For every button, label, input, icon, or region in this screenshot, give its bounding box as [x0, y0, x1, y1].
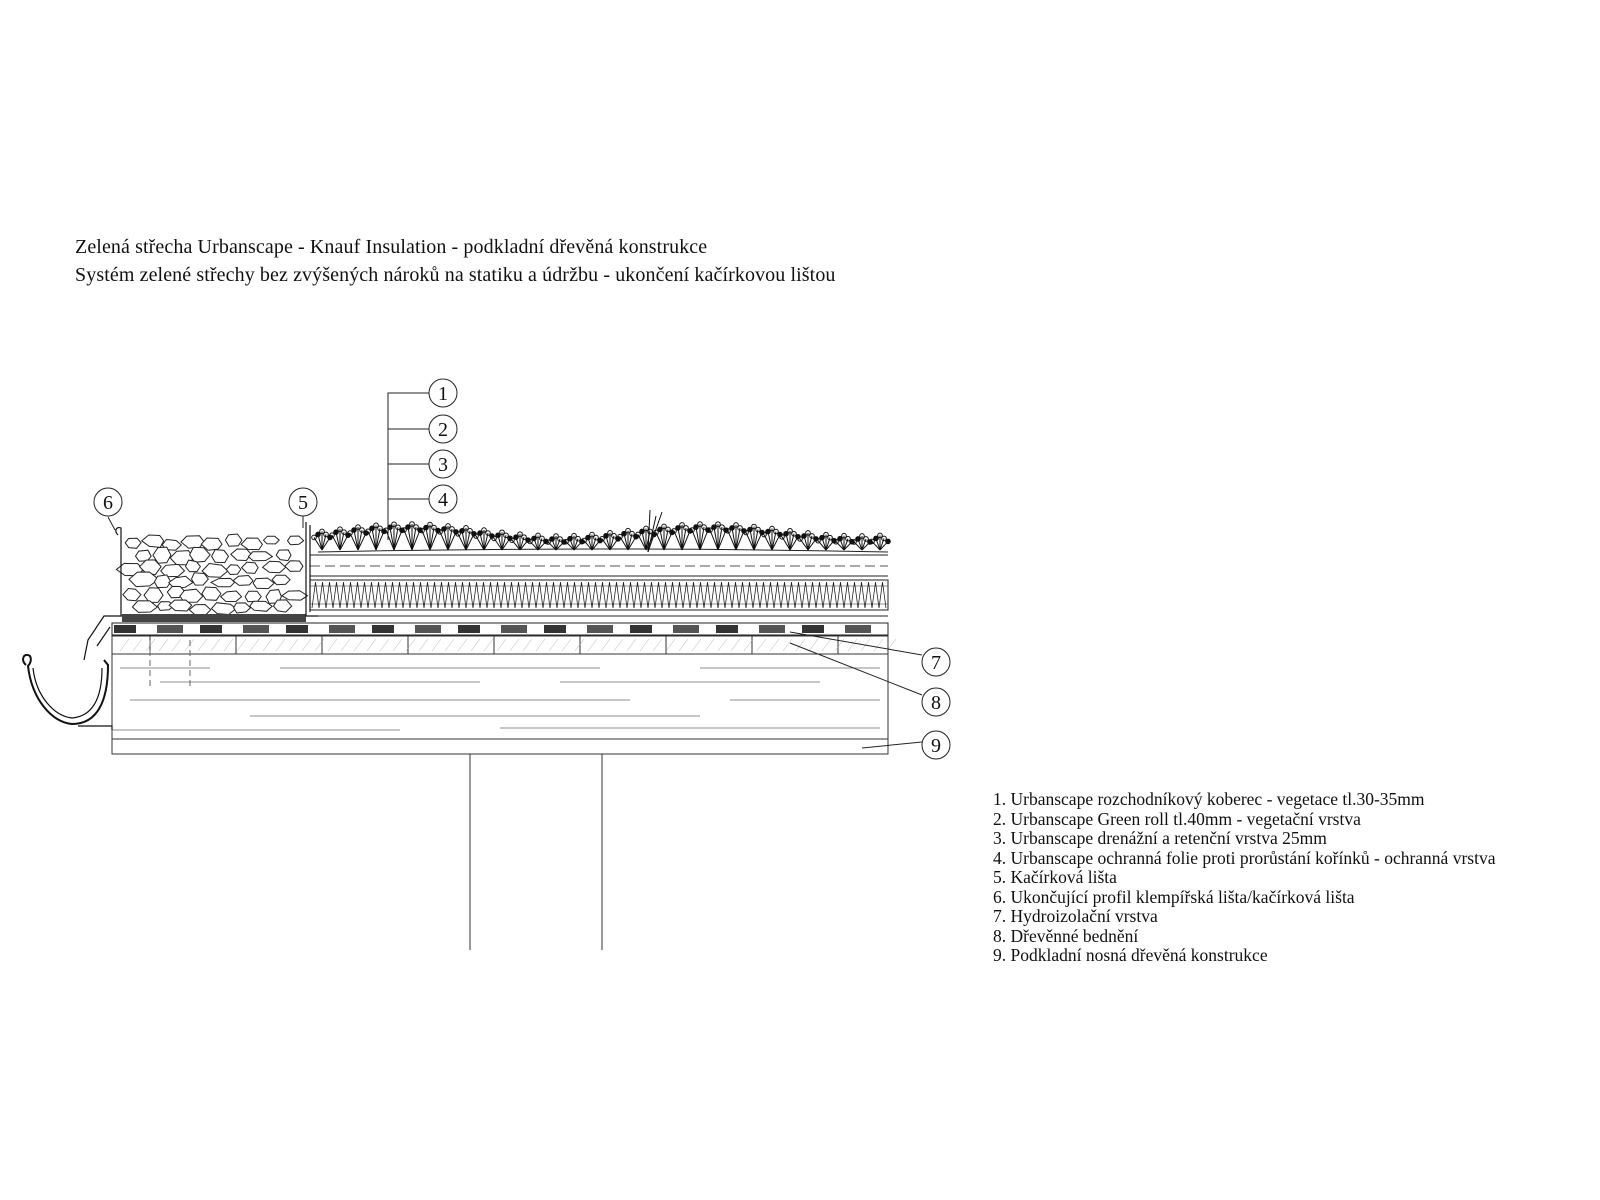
- callout-7: [922, 648, 950, 676]
- green-roll-layer: [310, 555, 888, 576]
- callout-label: 9: [931, 735, 941, 757]
- legend-item: 7. Hydroizolační vrstva: [993, 906, 1158, 926]
- legend-item: 5. Kačírková lišta: [993, 867, 1117, 887]
- callout-1: [429, 379, 457, 407]
- end-profile: [84, 528, 121, 660]
- callout-label: 7: [931, 652, 941, 674]
- callout-label: 6: [103, 492, 113, 514]
- gutter: [23, 655, 112, 730]
- callout-2: [429, 415, 457, 443]
- callout-3: [429, 450, 457, 478]
- legend-item: 8. Dřevěnné bednění: [993, 925, 1139, 946]
- callout-8: [922, 688, 950, 716]
- gravel-zone: [116, 534, 307, 622]
- drawing-title: Zelená střecha Urbanscape - Knauf Insulation - podkladní dřevěná konstrukce: [75, 236, 708, 258]
- callout-label: 4: [438, 489, 448, 511]
- callout-5: [289, 488, 317, 516]
- callout-4: [429, 485, 457, 513]
- callout-label: 8: [931, 692, 941, 714]
- callout-label: 3: [438, 454, 448, 476]
- legend: [993, 790, 1495, 966]
- legend-item: 9. Podkladní nosná dřevěná konstrukce: [993, 945, 1268, 965]
- callout-label: 5: [298, 492, 308, 514]
- legend-item: 4. Urbanscape ochranná folie proti prorůstání kořínků - ochranná vrstva: [993, 847, 1496, 868]
- legend-item: 6. Ukončující profil klempířská lišta/kačírková lišta: [993, 886, 1355, 907]
- callout-label: 2: [438, 419, 448, 441]
- legend-item: 1. Urbanscape rozchodníkový koberec - vegetace tl.30-35mm: [993, 789, 1425, 809]
- boarding-layer: [112, 636, 896, 654]
- callout-6: [94, 488, 122, 516]
- vegetation-layer: [312, 510, 891, 552]
- callout-label: 1: [438, 383, 448, 405]
- drainage-layer: [310, 580, 888, 610]
- legend-item: 2. Urbanscape Green roll tl.40mm - vegetační vrstva: [993, 808, 1361, 829]
- structure-layer: [112, 640, 888, 950]
- callout-9: [922, 731, 950, 759]
- drawing-subtitle: Systém zelené střechy bez zvýšených nároků na statiku a údržbu - ukončení kačírkovou lištou: [75, 264, 836, 286]
- legend-item: 3. Urbanscape drenážní a retenční vrstva 25mm: [993, 828, 1327, 848]
